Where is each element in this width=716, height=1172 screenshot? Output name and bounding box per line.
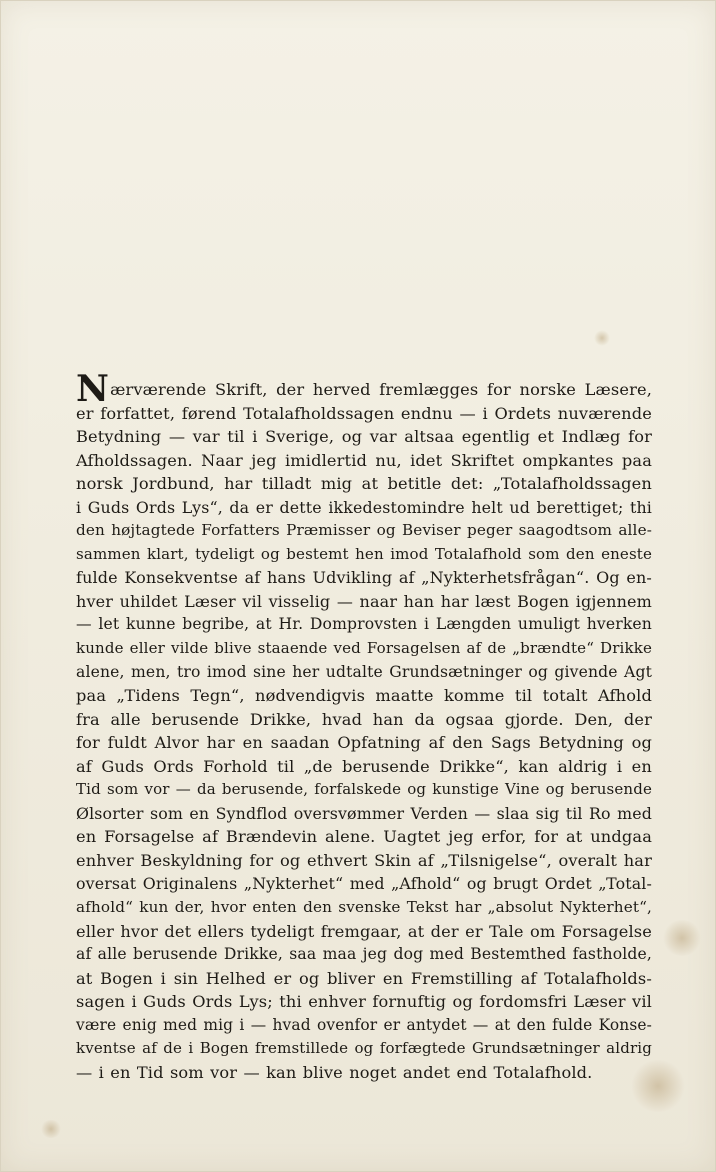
text-line: hver uhildet Læser vil visselig — naar han har læst Bogen igjennem <box>76 591 652 611</box>
text-line: enhver Beskyldning for og ethvert Skin af „Tilsnigelse“, overalt har <box>76 850 652 870</box>
foxing-stain <box>662 920 702 956</box>
text-line: norsk Jordbund, har tilladt mig at betitle det: „Totalafholdssagen <box>76 474 652 494</box>
text-line: en Forsagelse af Brændevin alene. Uagtet jeg erfor, for at undgaa <box>76 827 652 847</box>
text-line: alene, men, tro imod sine her udtalte Grundsætninger og givende Agt <box>76 662 652 681</box>
text-line: sammen klart, tydeligt og bestemt hen imod Totalafhold som den eneste <box>76 544 652 563</box>
text-line: — i en Tid som vor — kan blive noget andet end Totalafhold. <box>76 1062 593 1082</box>
text-line: afhold“ kun der, hvor enten den svenske Tekst har „absolut Nykterhet“, <box>76 898 652 917</box>
text-line: Nærværende Skrift, der herved fremlægges for norske Læsere, <box>76 368 652 410</box>
text-line: sagen i Guds Ords Lys; thi enhver fornuftig og fordomsfri Læser vil <box>76 992 652 1012</box>
text-line: for fuldt Alvor har en saadan Opfatning af den Sags Betydning og <box>76 733 652 753</box>
text-line: — let kunne begribe, at Hr. Domprovsten i Længden umuligt hverken <box>76 615 652 634</box>
foxing-stain <box>40 1120 62 1138</box>
text-line: fulde Konsekventse af hans Udvikling af „Nykterhetsfrågan“. Og en- <box>76 568 652 588</box>
text-line: den højtagtede Forfatters Præmisser og Beviser peger saagodtsom alle- <box>76 521 652 540</box>
text-line: paa „Tidens Tegn“, nødvendigvis maatte komme til totalt Afhold <box>76 686 652 706</box>
text-line: være enig med mig i — hvad ovenfor er antydet — at den fulde Konse- <box>76 1015 652 1034</box>
text-line: fra alle berusende Drikke, hvad han da ogsaa gjorde. Den, der <box>76 709 652 729</box>
preface-paragraph <box>76 368 652 1084</box>
foxing-stain <box>594 330 610 346</box>
text-line: kventse af de i Bogen fremstillede og forfægtede Grundsætninger aldrig <box>76 1039 652 1058</box>
text-line: er forfattet, førend Totalafholdssagen endnu — i Ordets nuværende <box>76 403 652 423</box>
text-line: eller hvor det ellers tydeligt fremgaar, at der er Tale om Forsagelse <box>76 921 652 941</box>
text-line: kunde eller vilde blive staaende ved Forsagelsen af de „brændte“ Drikke <box>76 639 652 658</box>
text-line: Tid som vor — da berusende, forfalskede og kunstige Vine og berusende <box>76 780 652 799</box>
text-line: Betydning — var til i Sverige, og var altsaa egentlig et Indlæg for <box>76 427 652 447</box>
text-line: af Guds Ords Forhold til „de berusende Drikke“, kan aldrig i en <box>76 756 652 776</box>
drop-cap: N <box>76 368 110 410</box>
text-line: Ølsorter som en Syndflod oversvømmer Verden — slaa sig til Ro med <box>76 803 652 823</box>
text-line: Afholdssagen. Naar jeg imidlertid nu, idet Skriftet ompkantes paa <box>76 450 652 470</box>
text-line: at Bogen i sin Helhed er og bliver en Fremstilling af Totalafholds- <box>76 968 652 988</box>
text-line: af alle berusende Drikke, saa maa jeg dog med Bestemthed fastholde, <box>76 945 652 964</box>
text-line: oversat Originalens „Nykterhet“ med „Afhold“ og brugt Ordet „Total- <box>76 874 652 894</box>
text-line: i Guds Ords Lys“, da er dette ikkedestomindre helt ud berettiget; thi <box>76 497 652 517</box>
